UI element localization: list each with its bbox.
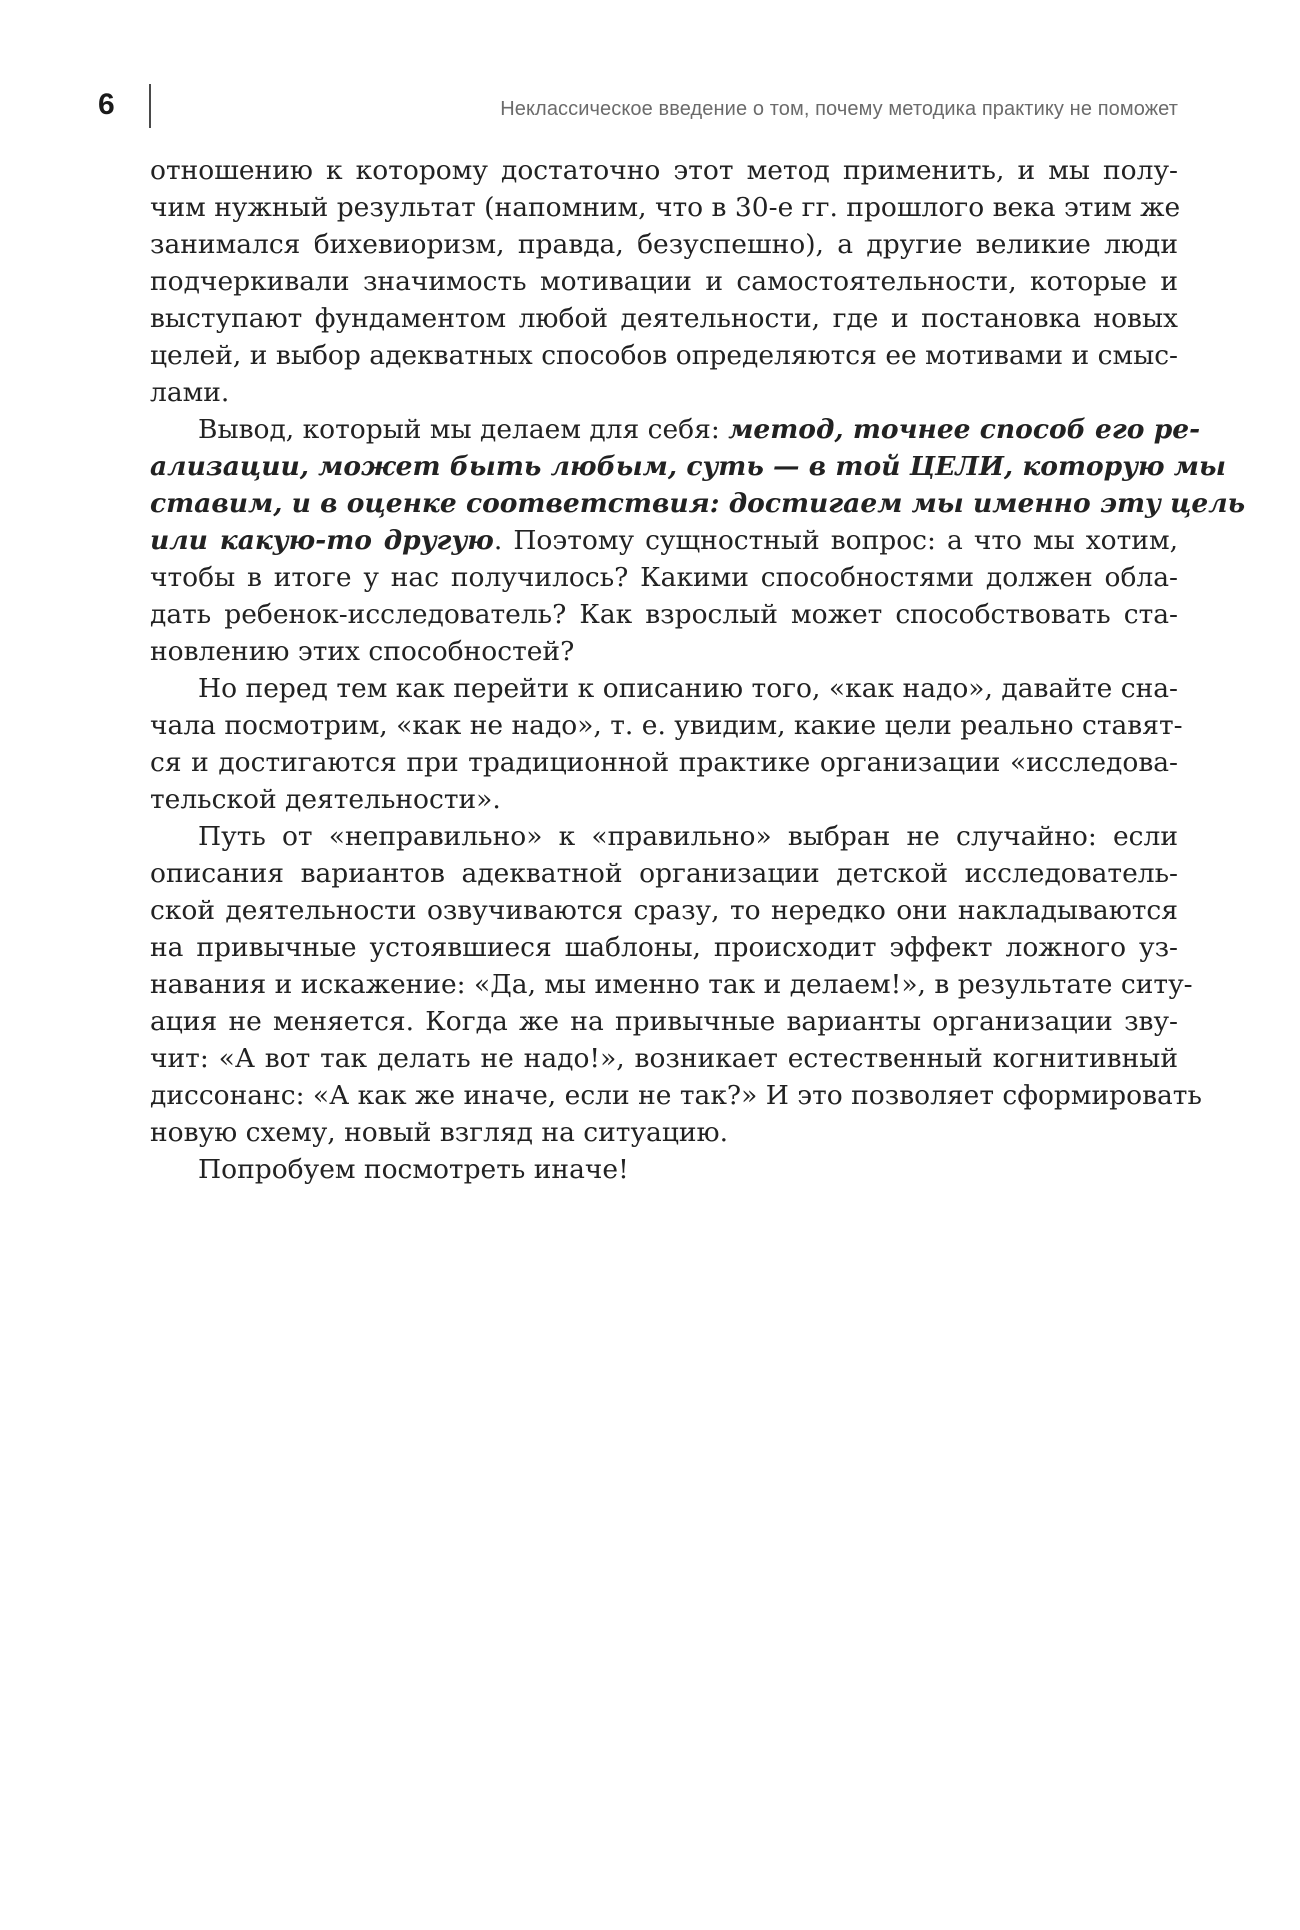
text-line: отношению к которому достаточно этот метод применить, и мы полу- bbox=[150, 155, 1178, 186]
text-line: диссонанс: «А как же иначе, если не так?» И это позволяет сформировать bbox=[150, 1080, 1202, 1111]
text-line: чит: «А вот так делать не надо!», возникает естественный когнитивный bbox=[150, 1043, 1178, 1074]
text-line: подчеркивали значимость мотивации и самостоятельности, которые и bbox=[150, 266, 1178, 297]
text-line: дать ребенок-исследователь? Как взрослый может способствовать ста- bbox=[150, 599, 1178, 630]
text-line: целей, и выбор адекватных способов определяются ее мотивами и смыс- bbox=[150, 340, 1178, 371]
paragraph-5 bbox=[150, 1151, 1178, 1188]
text-line: Попробуем посмотреть иначе! bbox=[198, 1154, 629, 1185]
emphasis-text: или какую-то другую bbox=[150, 525, 494, 556]
text-run: Вывод, который мы делаем для себя: bbox=[198, 414, 729, 445]
text-line: Путь от «неправильно» к «правильно» выбран не случайно: если bbox=[198, 821, 1178, 852]
header-divider bbox=[149, 84, 151, 128]
text-line: Но перед тем как перейти к описанию того, «как надо», давайте сна- bbox=[198, 673, 1178, 704]
text-line: навания и искажение: «Да, мы именно так и делаем!», в результате ситу- bbox=[150, 969, 1193, 1000]
page-header bbox=[98, 84, 1178, 132]
page-number: 6 bbox=[98, 88, 115, 121]
text-line: выступают фундаментом любой деятельности, где и постановка новых bbox=[150, 303, 1178, 334]
text-line: ация не меняется. Когда же на привычные варианты организации зву- bbox=[150, 1006, 1178, 1037]
emphasis-text: ализации, может быть любым, суть — в той ЦЕЛИ, которую мы bbox=[150, 451, 1226, 482]
text-line: описания вариантов адекватной организации детской исследователь- bbox=[150, 858, 1178, 889]
text-line: занимался бихевиоризм, правда, безуспешно), а другие великие люди bbox=[150, 229, 1178, 260]
body-text bbox=[150, 152, 1246, 1188]
running-title: Неклассическое введение о том, почему методика практику не поможет bbox=[500, 98, 1178, 120]
emphasis-text: ставим, и в оценке соответствия: достигаем мы именно эту цель bbox=[150, 488, 1246, 519]
text-line: новую схему, новый взгляд на ситуацию. bbox=[150, 1117, 729, 1148]
paragraph-4 bbox=[150, 818, 1202, 1151]
text-line: новлению этих способностей? bbox=[150, 636, 575, 667]
paragraph-1 bbox=[150, 152, 1181, 411]
text-line: чтобы в итоге у нас получилось? Какими способностями должен обла- bbox=[150, 562, 1178, 593]
text-line: чим нужный результат (напомним, что в 30-е гг. прошлого века этим же bbox=[150, 192, 1181, 223]
text-line: на привычные устоявшиеся шаблоны, происходит эффект ложного уз- bbox=[150, 932, 1178, 963]
emphasis-text: метод, точнее способ его ре- bbox=[728, 414, 1201, 445]
paragraph-2 bbox=[150, 411, 1246, 670]
text-line: чала посмотрим, «как не надо», т. е. увидим, какие цели реально ставят- bbox=[150, 710, 1183, 741]
text-line: тельской деятельности». bbox=[150, 784, 501, 815]
text-line: лами. bbox=[150, 377, 230, 408]
text-run: . Поэтому сущностный вопрос: а что мы хотим, bbox=[493, 525, 1178, 556]
text-line: ской деятельности озвучиваются сразу, то нередко они накладываются bbox=[150, 895, 1178, 926]
text-line bbox=[150, 522, 1178, 559]
text-line bbox=[150, 411, 1201, 448]
text-line: ся и достигаются при традиционной практике организации «исследова- bbox=[150, 747, 1178, 778]
paragraph-3 bbox=[150, 670, 1183, 818]
